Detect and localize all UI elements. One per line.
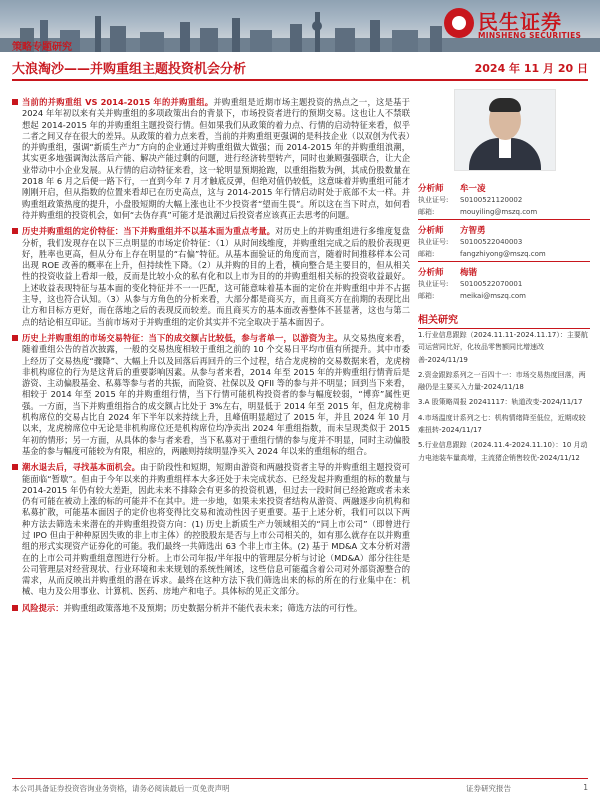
related-research-item[interactable]: 1.行业信息跟踪（2024.11.11-2024.11.17）：主要航司运营同比好，化妆品零售额同比增速改善-2024/11/19	[418, 331, 588, 364]
analyst-name: 牟一凌	[460, 184, 486, 194]
page-number: 1	[583, 783, 588, 792]
analyst-entry	[418, 182, 590, 220]
analyst-entry	[418, 224, 590, 262]
analyst-license: S0100522040003	[460, 238, 523, 246]
analyst-list	[418, 182, 590, 306]
analyst-license: S0100521120002	[460, 196, 523, 204]
related-research-item[interactable]: 2.资金跟踪系列之一百四十一：市场交易热度回落，两融仍是主要买入力量-2024/11/18	[418, 370, 586, 392]
minsheng-logo	[444, 6, 594, 46]
analyst-license: S0100522070001	[460, 280, 523, 288]
report-date: 2024 年 11 月 20 日	[474, 62, 588, 75]
paragraph-heading: 潮水退去后，寻找基本面机会。	[22, 462, 141, 473]
analyst-email[interactable]: fangzhiyong@mszq.com	[460, 250, 546, 258]
footer-report-type: 证券研究报告	[466, 784, 511, 793]
paragraph-text: 并购重组是近期市场主题投资的热点之一，这是基于 2024 年年初以来有关并购重组的多项政策出台的背景下，市场投资者进行的预期交易。这也让人不禁联想起 2014-2015 年的并购重组主题投资行情。但如果我们从政策的着力点、行情的启动特征来看，似乎二者之间又存在很大的差异。从政策的着力点来看，当前的并购重组更强调的是科技企业（以双创为代表）的并购重组，强调“新质生产力”方向的企业通过并购重组做大做强；而 2014-2015 年的并购重组浪潮，其实更多地强调淘汰落后产能、解决产能过剩的问题，进行经济转型转产，同时也兼顾强强联合，让大企业带动中小企业发展。从行情的启动特征来看，这一轮明显预期抢跑，以重组指数为例，其成份股数量在 2018 年 6 月之后便一路下行，一直到今年 7 月才触底反弹，但绝对值仍较低，这意味着并购重组可能才刚刚开启，但从指数的位置来看却已在历史高点，这与 2014-2015 年行情启动时处于底部不太一样。并购重组政策热度的提升，小盘股短期的大幅上涨也让不少投资者“望而生畏”。所以这在当下时点，如何看待并购重组的投资机会，如何“去伪存真”可能才是浪潮过后投资者应该真正去思考的问题。	[22, 97, 410, 220]
summary-paragraph	[12, 97, 410, 221]
related-research-item[interactable]: 5.行业信息跟踪（2024.11.4-2024.11.10）：10 月动力电池装车量高增，主流猪企销售较优-2024/11/12	[418, 441, 588, 462]
summary-paragraph	[12, 603, 410, 614]
report-title: 大浪淘沙——并购重组主题投资机会分析	[12, 62, 247, 77]
footer-disclaimer: 本公司具备证券投资咨询业务资格，请务必阅读最后一页免责声明	[12, 784, 230, 793]
analyst-photo	[454, 89, 556, 171]
report-series: 策略专题研究	[12, 42, 72, 53]
related-research-list	[418, 329, 590, 467]
bullet-icon	[12, 228, 18, 234]
analyst-role: 分析师	[418, 226, 444, 236]
license-label: 执业证号:	[418, 280, 449, 288]
analyst-role: 分析师	[418, 268, 444, 278]
footer-divider	[12, 778, 588, 779]
paragraph-heading: 当前的并购重组 VS 2014-2015 年的并购重组。	[22, 97, 214, 107]
bullet-icon	[12, 335, 18, 341]
summary-body	[12, 97, 410, 765]
title-divider	[12, 79, 588, 81]
email-label: 邮箱:	[418, 250, 435, 258]
analyst-name: 梅锴	[460, 268, 478, 278]
analyst-name: 方智勇	[460, 226, 486, 236]
summary-paragraph	[12, 333, 410, 457]
license-label: 执业证号:	[418, 196, 449, 204]
bullet-icon	[12, 464, 18, 470]
logo-text-cn: 民生证券	[478, 10, 562, 34]
paragraph-heading: 历史上并购重组的市场交易特征：当下的成交额占比较低，参与者单一，以游资为主。	[22, 332, 343, 343]
analyst-email[interactable]: mouyiling@mszq.com	[460, 208, 538, 216]
bullet-icon	[12, 99, 18, 105]
analyst-entry	[418, 266, 590, 302]
summary-paragraph	[12, 462, 410, 598]
summary-paragraph	[12, 226, 410, 328]
analyst-role: 分析师	[418, 184, 444, 194]
paragraph-text: 并购重组政策落地不及预期；历史数据分析并不能代表未来；筛选方法的可行性。	[63, 602, 363, 613]
logo-mark-icon	[444, 8, 474, 38]
related-research-item[interactable]: 4.市场温度计系列之七：机构情绪降至低位，近期或较难扭转-2024/11/17	[418, 413, 586, 435]
logo-text-en: MINSHENG SECURITIES	[478, 31, 582, 40]
email-label: 邮箱:	[418, 208, 435, 216]
email-label: 邮箱:	[418, 292, 435, 300]
license-label: 执业证号:	[418, 238, 449, 246]
analyst-email[interactable]: meikai@mszq.com	[460, 292, 526, 300]
bullet-icon	[12, 605, 18, 611]
paragraph-heading: 历史并购重组的定价特征：当下并购重组并不以基本面为重点考量。	[22, 226, 276, 237]
related-research-item[interactable]: 3.A 股策略周报 20241117：轨道改变-2024/11/17	[418, 398, 583, 407]
header-banner	[0, 0, 600, 52]
paragraph-text: 从交易热度来看，随着重组公告的首次披露，一般的交易热度相较于重组之前的 10 个交易日平均市值有所提升。其中市委上经历了交易热度“骤降”、大幅上升以及回落后再回升的三个过程，结合龙虎榜的交易数据来看，龙虎榜非机构席位的行为是这背后的重要影响因素。从参与者来看，2014 年至 2015 年的并购重组行情背后是游资、主动偏股基金、私募等参与者的共振，而险资、社保以及 QFII 等的参与并不明显；回到当下来看，相较于 2014 年至 2015 年的并购重组行情，当下行情可能机构投资者的参与幅度较弱，“博弈”属性更强。一方面，当下并购重组指合的成交额占比处于 3%左右，明显低于 2014 年至 2015 年，但龙虎榜非机构席位的交易占比自 2024 年下半年以来持续上升，且峰值明显超过了 2015 年，并且 2024 年 10 月以来，龙虎榜席位中无论是非机构席位还是机构席位均净卖出 2024 年重组指数，而未呈现类似于 2015 年初的情形；另一方面，从具体的参与者来看，当下私募对于重组行情的参与度并不明显，同时主动偏股基金的参与幅度可能较为有限，相应的，两融则持续明显净买入 2024 年以来的重组标的组合。	[22, 332, 410, 456]
paragraph-text: 由于阶段性和短期，短期由游资和两融投资者主导的并购重组主题投资可能面临“暂歇”。但由于今年以来的并购重组样本大多还处于未完成状态、已经发起并购重组的标的数量与 2014-2015 年仍有较大差距，因此未来不排除会有更多的投资机遇，但过去一段时间已经抢跑或者未来仍有可能在被动上涨的标的可能并不在其中。进一步地，如果未来投资者结构从游资、两融逐步向机构和私募扩散，可能基本面因子的定价也将变得比交易和流动性因子更重要。基于上述分析，我们可以以下两种方法去筛选未来潜在的并购重组投资方向：(1) 历史上新质生产力领域相关的“同上市公司”（即曾进行过 IPO 但由于种种原因失败的非上市主体）的控股股东是否与上市公司相关的，如有那么就存在以并购重组的形式实现资产证券化的可能。我们最终一共筛选出 63 个非上市主体。(2) 基于 MD&A 文本分析对潜在的上市公司并购重组意图进行分析。上市公司年报/半年报中的管理层分析与讨论（MD&A）部分往往是公司管理层对经营现状、行业环境和未来规划的系统性阐述，这些信息可能蕴含着公司对外部资源整合的需求，从而反映出并购重组的潜在诉求。最终在这种方法下我们筛选出来的标的所在的行业集中在：机械、电力及公用事业、计算机、医药、房地产和电子。具体标的见正文部分。	[22, 462, 410, 597]
paragraph-text: 对历史上的并购重组进行多维度复盘分析，我们发现存在以下三点明显的市场定价特征：（1）从时间线维度，并购重组完成之后的股价表现更好，胜率也更高，但从分布上存在明显的“右偏”特征。从基本面验证的角度而言，随着时间推移样本公司出现 ROE 改善的概率在上升，但持续性下降。（2）从并购的目的上看，横向整合是主要目的，但从相关性的投资收益上看却一般，反而是比较小众的私有化和以上市为目的的并购重组相关标的投资收益最好。上述收益表现特征与基本面的变化特征并不一一匹配，这可能意味着基本面的定价在并购重组中并不占据主导，这也符合认知。（3）从参与方角色的分析来看，大部分都是商买方，而且商买方在前期的表现比出让方和目标方更好，而在落地之后的表现反而较差。而且商买方的基本面改善整体不甚显著，这也与第二点的结论相互印证。当前市场对于并购重组的定价其实并不完全取决于基本面因子。	[22, 226, 410, 327]
related-research-heading: 相关研究	[418, 311, 590, 329]
paragraph-heading: 风险提示：	[22, 602, 64, 613]
